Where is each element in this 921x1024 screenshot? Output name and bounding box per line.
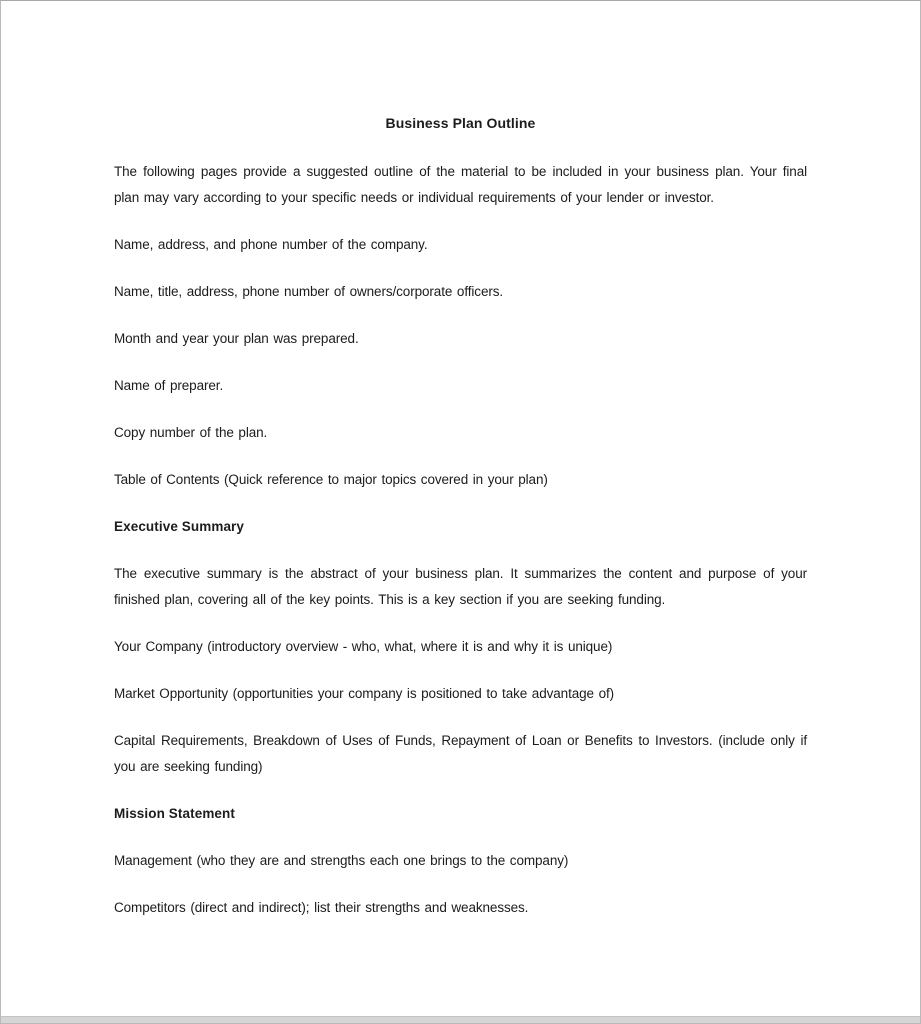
outline-item-table-of-contents: Table of Contents (Quick reference to major topics covered in your plan) — [114, 472, 548, 487]
outline-item-market-opportunity: Market Opportunity (opportunities your company is positioned to take advantage of) — [114, 686, 615, 701]
outline-item-capital-requirements: Capital Requirements, Breakdown of Uses of Funds, Repayment of Loan or Benefits to Investors. (include only if you are seeking funding) — [114, 733, 807, 774]
executive-summary-paragraph: The executive summary is the abstract of your business plan. It summarizes the content and purpose of your finished plan, covering all of the key points. This is a key section if you are seeking funding. — [114, 566, 807, 607]
outline-item-your-company: Your Company (introductory overview - who, what, where it is and why it is unique) — [114, 639, 613, 654]
section-heading-mission-statement: Mission Statement — [114, 806, 235, 821]
outline-item-officers-contact: Name, title, address, phone number of owners/corporate officers. — [114, 284, 504, 299]
intro-paragraph: The following pages provide a suggested outline of the material to be included in your business plan. Your final plan may vary according to your specific needs or individual requirements of your lender or investor. — [114, 164, 807, 205]
document-title: Business Plan Outline — [385, 115, 536, 131]
outline-item-management: Management (who they are and strengths each one brings to the company) — [114, 853, 569, 868]
section-heading-executive-summary: Executive Summary — [114, 519, 245, 534]
outline-item-copy-number: Copy number of the plan. — [114, 425, 268, 440]
outline-item-date-prepared: Month and year your plan was prepared. — [114, 331, 359, 346]
document-content — [1, 1, 920, 942]
page-bottom-edge — [1, 1016, 920, 1023]
outline-item-preparer: Name of preparer. — [114, 378, 224, 393]
outline-item-competitors: Competitors (direct and indirect); list their strengths and weaknesses. — [114, 900, 529, 915]
outline-item-company-contact: Name, address, and phone number of the company. — [114, 237, 428, 252]
